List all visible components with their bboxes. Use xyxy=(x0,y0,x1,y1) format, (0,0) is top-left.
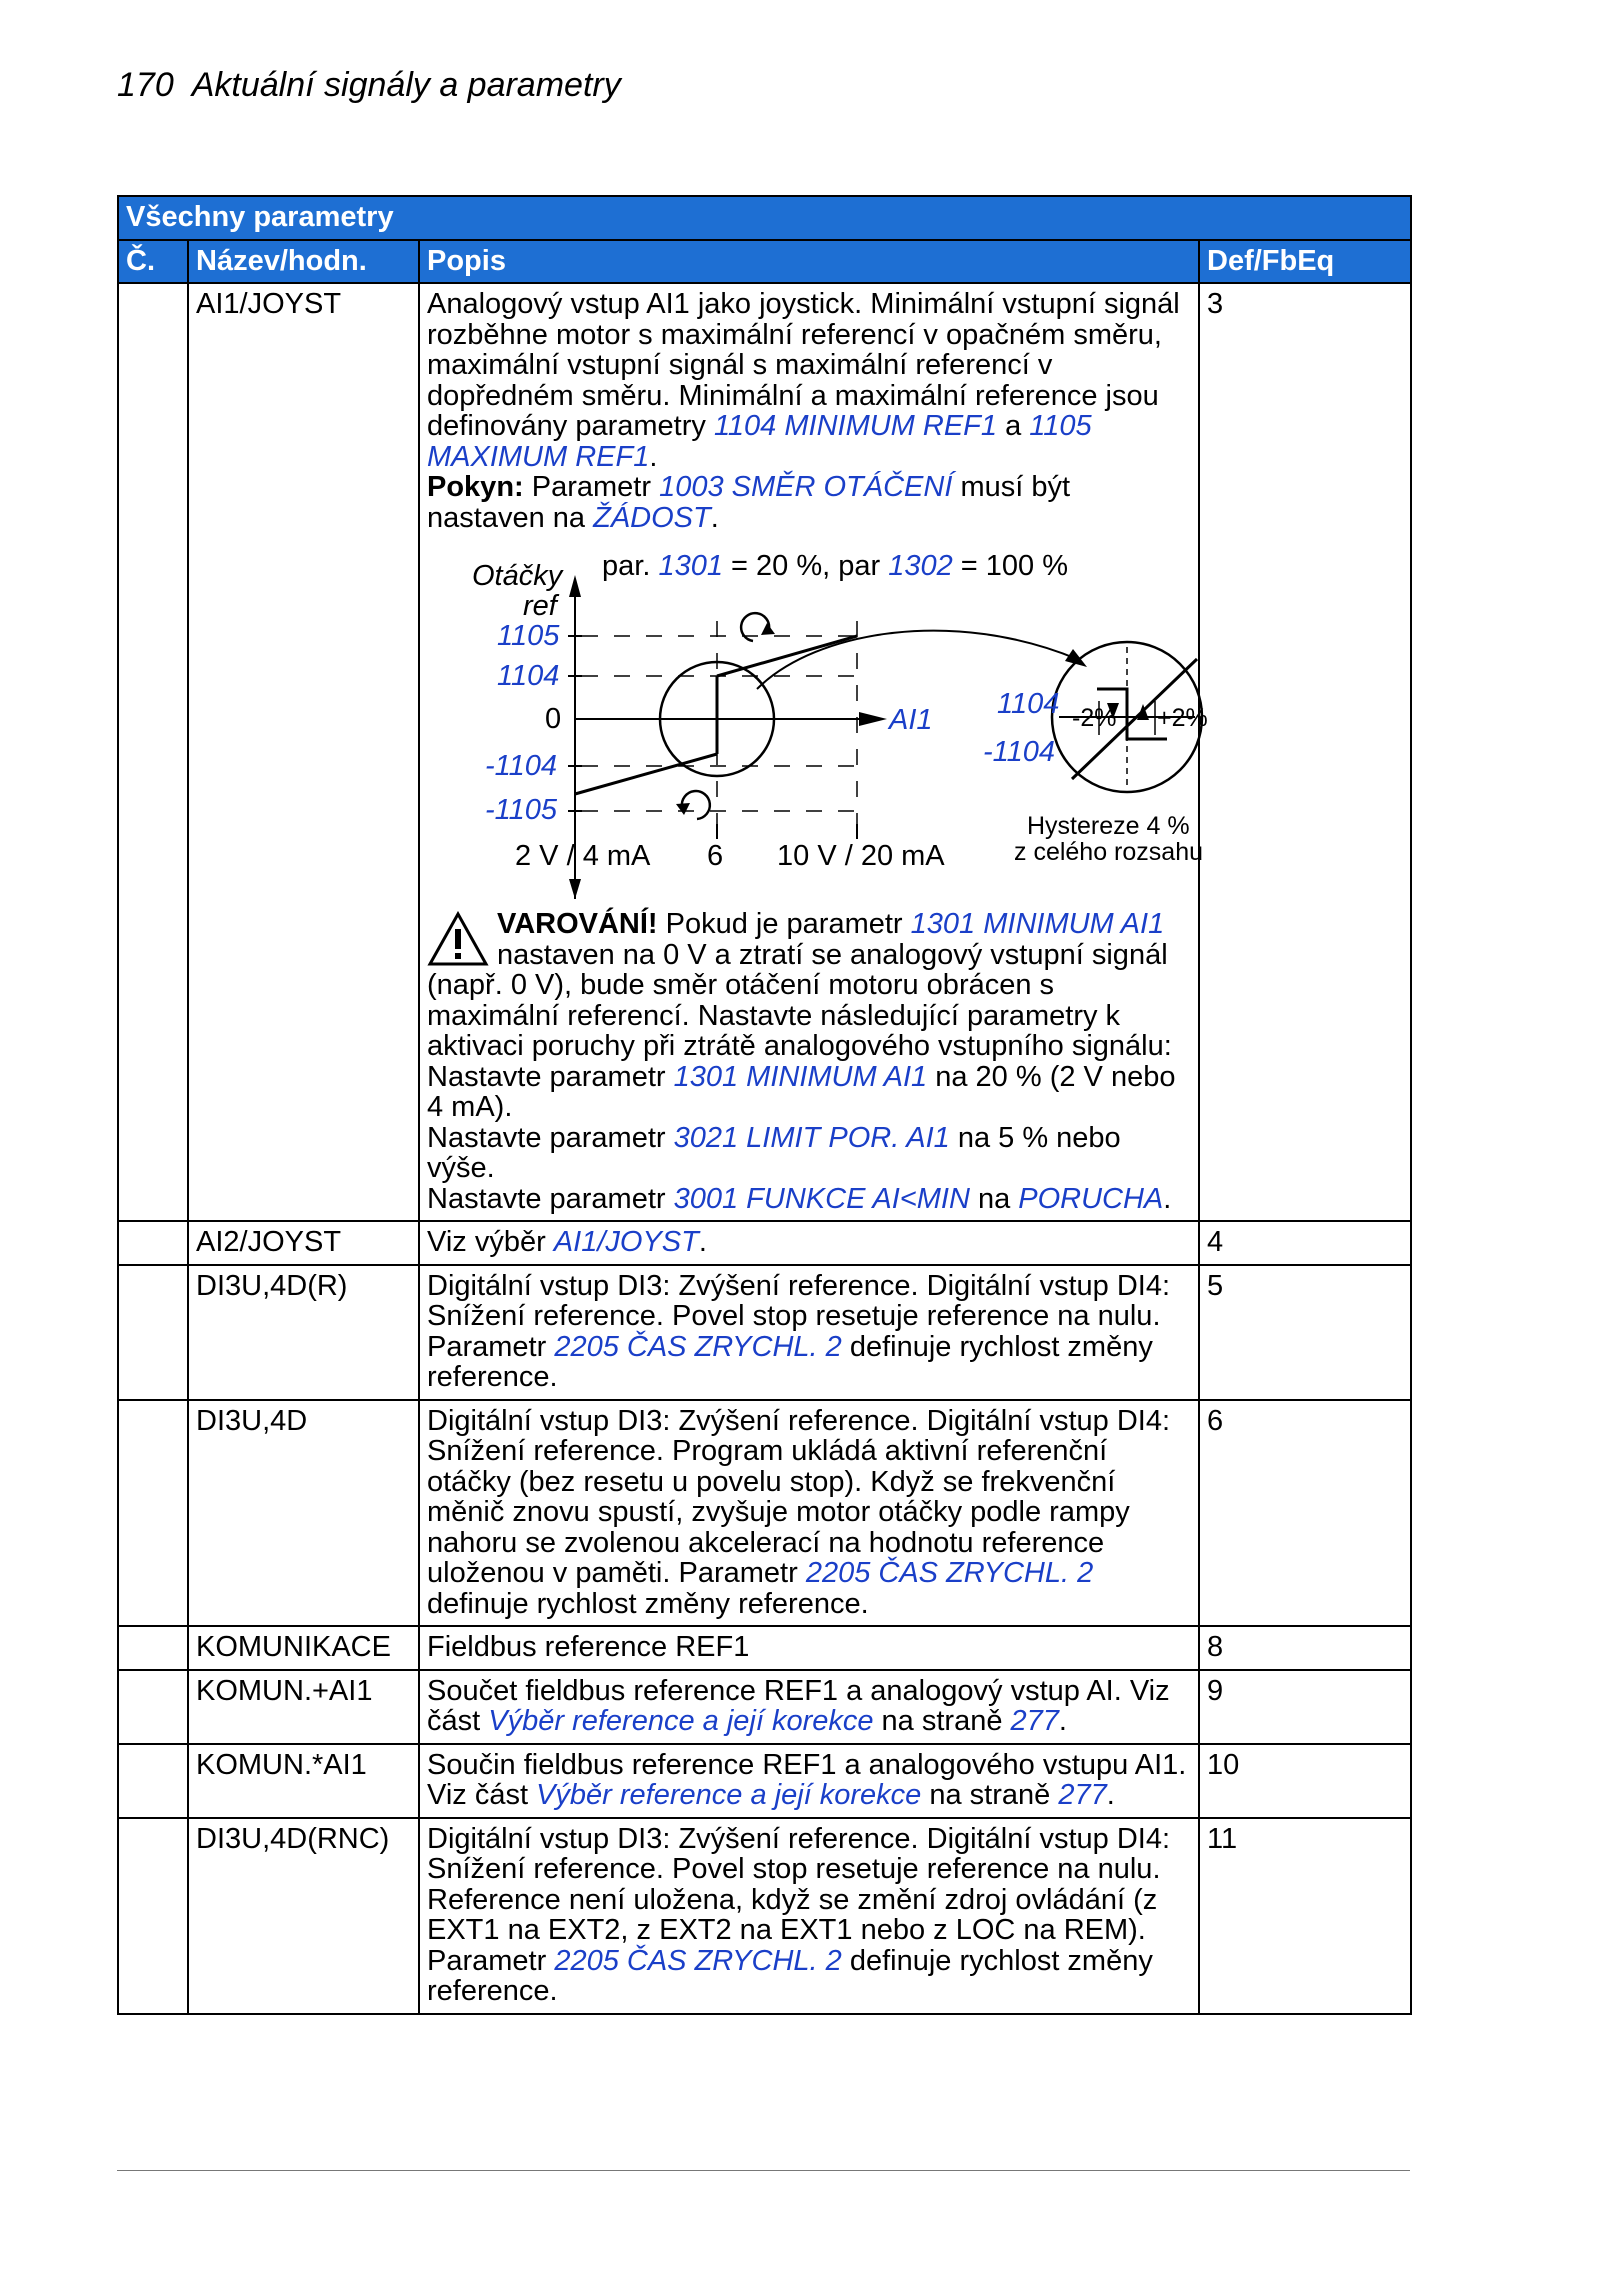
table-title-row xyxy=(118,196,1411,240)
table-header-row xyxy=(118,240,1411,284)
cell-desc xyxy=(419,1221,1199,1265)
warning-step xyxy=(427,1123,1191,1184)
desc-text: Analogový vstup AI1 jako joystick. Minimální vstupní signál rozběhne motor s maximální referencí v opačném směru, maximální vstupní signál s maximální referencí v dopředném směru. Minimální a maximální reference jsou definovány parametry xyxy=(427,288,1180,442)
cell-desc xyxy=(419,1400,1199,1627)
warning-step-text: Nastavte parametr xyxy=(427,1060,674,1093)
x-tick-label: 6 xyxy=(707,840,724,872)
value-link[interactable]: ŽÁDOST xyxy=(593,501,711,534)
par-settings xyxy=(602,551,1068,582)
cell-def: 11 xyxy=(1199,1818,1411,2014)
value-link[interactable]: PORUCHA xyxy=(1018,1182,1164,1215)
warning-step xyxy=(427,1184,1191,1215)
note-paragraph xyxy=(427,472,1191,533)
table-row xyxy=(118,1265,1411,1400)
cell-no xyxy=(118,1265,188,1400)
desc-text: Digitální vstup DI3: Zvýšení reference. Digitální vstup DI4: Snížení reference. Povel stop resetuje reference na nulu. Reference není uložena, když se změní zdroj ovládání (z EXT1 na EXT2, z EXT2 na EXT1 nebo z LOC na REM). Parametr xyxy=(427,1822,1171,1977)
warning-paragraph xyxy=(427,909,1191,940)
param-link[interactable]: 3021 LIMIT POR. AI1 xyxy=(673,1121,950,1154)
desc-text: . xyxy=(1058,1705,1067,1737)
parameters-table xyxy=(117,195,1412,2015)
desc-text: Digitální vstup DI3: Zvýšení reference. Digitální vstup DI4: Snížení reference. Program ukládá aktivní referenční otáčky (bez resetu u povelu stop). Když se frekvenční měnič znovu spustí, zvyšuje motor otáčky podle rampy nahoru se zvolenou akcelerací na hodnotu reference uloženou v paměti. Parametr xyxy=(427,1404,1171,1589)
cell-def: 9 xyxy=(1199,1670,1411,1744)
param-link[interactable]: 1003 SMĚR OTÁČENÍ xyxy=(659,471,953,503)
param-link[interactable]: 1105 MAXIMUM REF1 xyxy=(427,410,1092,473)
desc-text: . xyxy=(649,440,658,473)
col-header-desc: Popis xyxy=(419,240,1199,284)
desc-text: definuje rychlost změny reference. xyxy=(427,1330,1153,1393)
value-link[interactable]: AI1/JOYST xyxy=(553,1226,699,1258)
cell-desc xyxy=(419,1670,1199,1744)
cell-desc: Fieldbus reference REF1 xyxy=(419,1626,1199,1670)
cell-desc xyxy=(419,283,1208,1221)
table-row xyxy=(118,1670,1411,1744)
tick-label-minus-1104: -1104 xyxy=(485,750,558,782)
cell-name: KOMUN.+AI1 xyxy=(188,1670,419,1744)
warning-icon xyxy=(427,911,489,967)
desc-text: na straně xyxy=(873,1705,1011,1737)
param-link[interactable]: 1301 MINIMUM AI1 xyxy=(910,908,1165,940)
cell-def: 6 xyxy=(1199,1400,1411,1627)
cell-name: KOMUN.*AI1 xyxy=(188,1744,419,1818)
col-header-no: Č. xyxy=(118,240,188,284)
section-link[interactable]: Výběr reference a její korekce xyxy=(536,1779,922,1811)
tick-label-1105: 1105 xyxy=(497,620,560,652)
table-row xyxy=(118,1818,1411,2014)
cell-no xyxy=(118,1221,188,1265)
note-label: Pokyn: xyxy=(427,471,524,503)
zoom-label-1104: 1104 xyxy=(997,688,1060,720)
param-link[interactable]: 2205 ČAS ZRYCHL. 2 xyxy=(805,1557,1094,1589)
hysteresis-minus-label: -2% xyxy=(1072,704,1117,732)
table-row xyxy=(118,1626,1411,1670)
par-text: par. xyxy=(602,550,659,582)
warning-text: Pokud je parametr xyxy=(657,908,911,940)
cell-name: DI3U,4D(R) xyxy=(188,1265,419,1400)
param-link[interactable]: 2205 ČAS ZRYCHL. 2 xyxy=(554,1944,842,1977)
desc-text: Viz výběr xyxy=(427,1226,554,1258)
cell-def: 8 xyxy=(1199,1626,1411,1670)
x-axis-label: AI1 xyxy=(889,704,933,736)
page-link[interactable]: 277 xyxy=(1058,1779,1107,1811)
warning-step-text: na 5 % nebo výše. xyxy=(427,1121,1121,1184)
table-row xyxy=(118,283,1411,1221)
desc-text: . xyxy=(1106,1779,1115,1811)
param-link[interactable]: 3001 FUNKCE AI<MIN xyxy=(673,1182,970,1215)
cell-name: KOMUNIKACE xyxy=(188,1626,419,1670)
cell-desc xyxy=(419,1744,1199,1818)
param-link[interactable]: 2205 ČAS ZRYCHL. 2 xyxy=(554,1330,842,1363)
warning-label: VAROVÁNÍ! xyxy=(497,908,658,940)
hysteresis-caption-2: z celého rozsahu xyxy=(1014,838,1204,866)
warning-body: nastaven na 0 V a ztratí se analogový vstupní signál (např. 0 V), bude směr otáčení motoru obrácen s maximální referencí. Nastavte následující parametry k aktivaci poruchy při ztrátě analogového vstupního signálu: xyxy=(427,938,1172,1062)
desc-text: Součet fieldbus reference REF1 a analogový vstup AI. Viz část xyxy=(427,1674,1170,1737)
hysteresis-caption-1: Hystereze 4 % xyxy=(1027,812,1190,840)
table-row xyxy=(118,1221,1411,1265)
table-title: Všechny parametry xyxy=(118,196,1411,240)
tick-label-0: 0 xyxy=(545,703,562,735)
x-tick-label: 10 V / 20 mA xyxy=(777,840,945,872)
table-row xyxy=(118,1744,1411,1818)
footer-divider xyxy=(117,2170,1410,2171)
table-row xyxy=(118,1400,1411,1627)
cell-no xyxy=(118,283,188,1221)
cell-name: DI3U,4D xyxy=(188,1400,419,1627)
desc-text: Součin fieldbus reference REF1 a analogového vstupu AI1. Viz část xyxy=(427,1748,1187,1811)
desc-paragraph xyxy=(427,289,1191,472)
col-header-name: Název/hodn. xyxy=(188,240,419,284)
cell-desc xyxy=(419,1818,1199,2014)
section-link[interactable]: Výběr reference a její korekce xyxy=(488,1705,874,1737)
warning-step-text: na 20 % (2 V nebo 4 mA). xyxy=(427,1060,1176,1123)
cell-name: AI1/JOYST xyxy=(188,283,419,1221)
page-number: 170 xyxy=(117,66,174,104)
desc-text: definuje rychlost změny reference. xyxy=(427,1587,869,1620)
cell-def: 4 xyxy=(1199,1221,1411,1265)
hysteresis-plus-label: +2% xyxy=(1157,704,1208,732)
cell-def: 3 xyxy=(1199,283,1411,1221)
desc-text: Digitální vstup DI3: Zvýšení reference. Digitální vstup DI4: Snížení reference. Povel stop resetuje reference na nulu. Parametr xyxy=(427,1269,1171,1363)
joystick-diagram xyxy=(427,539,1207,909)
page-title: Aktuální signály a parametry xyxy=(191,66,621,104)
cell-no xyxy=(118,1670,188,1744)
cell-def: 5 xyxy=(1199,1265,1411,1400)
param-link[interactable]: 1104 MINIMUM REF1 xyxy=(713,410,998,442)
param-link[interactable]: 1302 xyxy=(888,550,953,582)
cell-no xyxy=(118,1818,188,2014)
note-text: Parametr xyxy=(523,471,660,503)
desc-text: definuje rychlost změny reference. xyxy=(427,1944,1153,2007)
param-link[interactable]: 1301 xyxy=(658,550,723,582)
cell-no xyxy=(118,1744,188,1818)
x-tick-label: 2 V / 4 mA xyxy=(515,840,651,872)
warning-step-text: Nastavte parametr xyxy=(427,1182,674,1215)
cell-name: AI2/JOYST xyxy=(188,1221,419,1265)
warning-step-text: . xyxy=(1163,1182,1172,1215)
col-header-def: Def/FbEq xyxy=(1199,240,1411,284)
cell-def: 10 xyxy=(1199,1744,1411,1818)
desc-text: . xyxy=(698,1226,707,1258)
zoom-label-minus-1104: -1104 xyxy=(983,736,1056,768)
cell-no xyxy=(118,1626,188,1670)
cell-desc xyxy=(419,1265,1199,1400)
warning-step-text: Nastavte parametr xyxy=(427,1121,674,1154)
note-text: . xyxy=(710,501,719,534)
page-header xyxy=(117,66,621,105)
page-link[interactable]: 277 xyxy=(1010,1705,1059,1737)
par-text: = 100 % xyxy=(952,550,1068,582)
y-axis-label-1: Otáčky xyxy=(472,560,563,592)
y-axis-label-2: ref xyxy=(523,590,557,622)
note-text: musí být nastaven na xyxy=(427,471,1071,534)
tick-label-minus-1105: -1105 xyxy=(485,794,558,826)
cell-name: DI3U,4D(RNC) xyxy=(188,1818,419,2014)
cell-no xyxy=(118,1400,188,1627)
warning-step-text: na xyxy=(969,1182,1019,1215)
desc-text: na straně xyxy=(921,1779,1059,1811)
desc-text: a xyxy=(997,410,1030,442)
param-link[interactable]: 1301 MINIMUM AI1 xyxy=(673,1060,928,1093)
warning-step xyxy=(427,1062,1191,1123)
par-text: = 20 %, par xyxy=(722,550,889,582)
tick-label-1104: 1104 xyxy=(497,660,560,692)
